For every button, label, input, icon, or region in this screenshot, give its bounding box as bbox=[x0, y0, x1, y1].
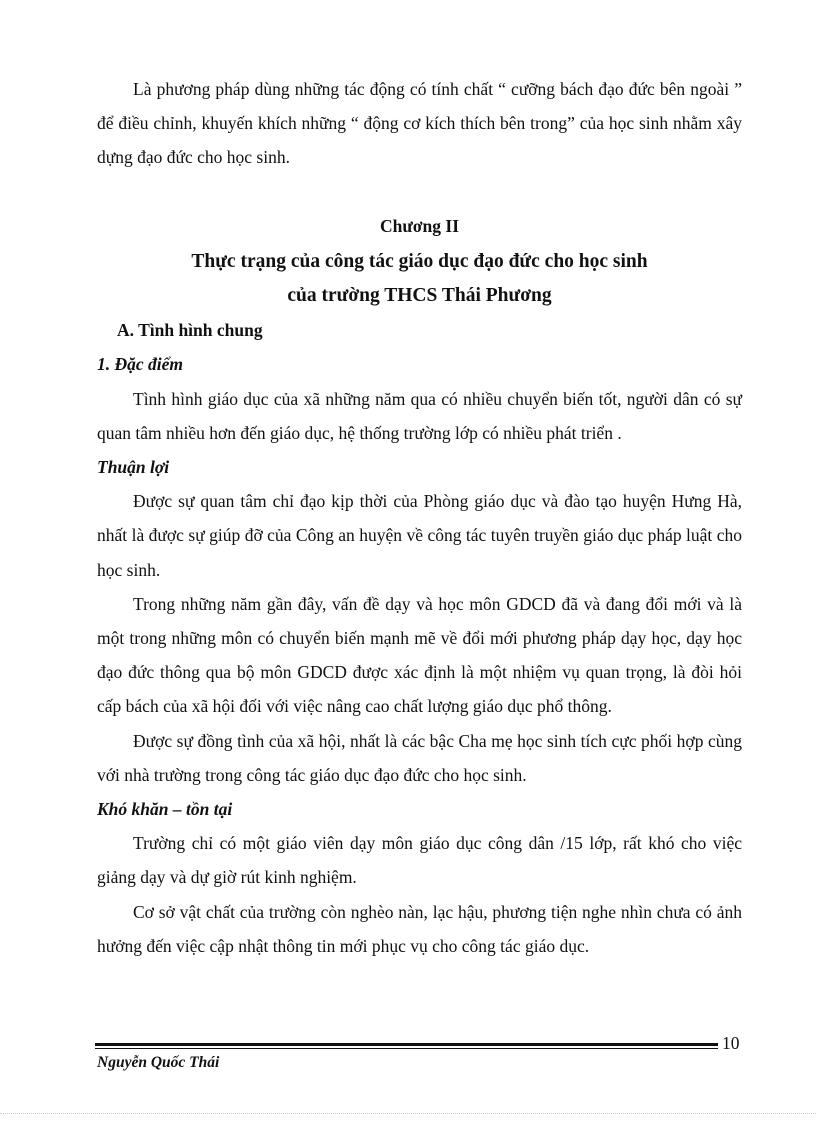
subheading-dac-diem: 1. Đặc điểm bbox=[97, 354, 184, 375]
footer-rule-thick bbox=[95, 1043, 718, 1046]
section-heading-a: A. Tình hình chung bbox=[117, 320, 263, 341]
footer-author: Nguyễn Quốc Thái bbox=[97, 1054, 220, 1071]
subheading-kho-khan: Khó khăn – tồn tại bbox=[97, 799, 233, 820]
paragraph-kho-khan-1: Trường chỉ có một giáo viên dạy môn giáo dục công dân /15 lớp, rất khó cho việc giảng dạy và dự giờ rút kinh nghiệm. bbox=[97, 833, 742, 888]
body-text bbox=[97, 72, 742, 963]
paragraph-dac-diem: Tình hình giáo dục của xã những năm qua có nhiều chuyển biến tốt, người dân có sự quan tâm nhiều hơn đến giáo dục, hệ thống trường lớp có nhiều phát triển . bbox=[97, 388, 742, 443]
chapter-title-line-2: của trường THCS Thái Phương bbox=[287, 285, 552, 307]
paragraph-thuan-loi-1: Được sự quan tâm chỉ đạo kịp thời của Phòng giáo dục và đào tạo huyện Hưng Hà, nhất là được sự giúp đỡ của Công an huyện về công tác tuyên truyền giáo dục pháp luật cho học sinh. bbox=[97, 491, 742, 580]
footer-rule-thin bbox=[95, 1048, 718, 1049]
subheading-thuan-loi: Thuận lợi bbox=[97, 457, 170, 478]
chapter-label: Chương II bbox=[379, 215, 460, 236]
page-number: 10 bbox=[722, 1033, 740, 1053]
paragraph-thuan-loi-3: Được sự đồng tình của xã hội, nhất là các bậc Cha mẹ học sinh tích cực phối hợp cùng với nhà trường trong công tác giáo dục đạo đức cho học sinh. bbox=[97, 730, 742, 785]
paragraph-kho-khan-2: Cơ sở vật chất của trường còn nghèo nàn, lạc hậu, phương tiện nghe nhìn chưa có ảnh hưởng đến việc cập nhật thông tin mới phục vụ cho công tác giáo dục. bbox=[97, 901, 742, 956]
page-edge-dotted-line bbox=[0, 1113, 816, 1114]
intro-paragraph: Là phương pháp dùng những tác động có tính chất “ cưỡng bách đạo đức bên ngoài ” để điều chỉnh, khuyến khích những “ động cơ kích thích bên trong” của học sinh nhằm xây dựng đạo đức cho học sinh. bbox=[97, 79, 742, 168]
spacer bbox=[97, 175, 742, 209]
chapter-title-line-1: Thực trạng của công tác giáo dục đạo đức cho học sinh bbox=[191, 250, 648, 272]
paragraph-thuan-loi-2: Trong những năm gần đây, vấn đề dạy và học môn GDCD đã và đang đổi mới và là một trong những môn có chuyển biến mạnh mẽ về đổi mới phương pháp dạy học, dạy học đạo đức thông qua bộ môn GDCD được xác định là một nhiệm vụ quan trọng, là đòi hỏi cấp bách của xã hội đối với việc nâng cao chất lượng giáo dục phổ thông. bbox=[97, 593, 742, 717]
